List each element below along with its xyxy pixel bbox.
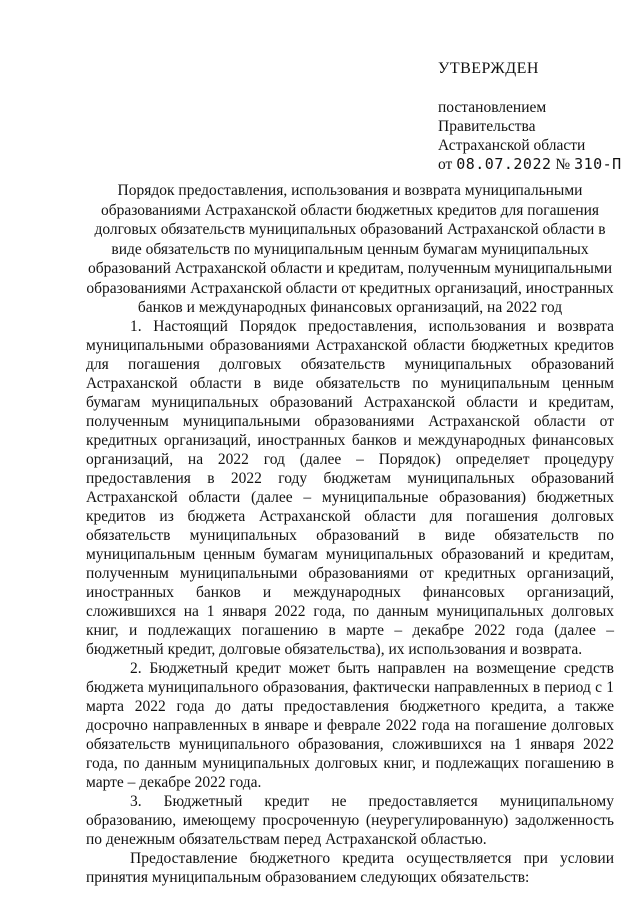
approval-heading: УТВЕРЖДЕН bbox=[438, 60, 539, 77]
approval-block bbox=[438, 60, 638, 174]
paragraph-4: Предоставление бюджетного кредита осуществляется при условии принятия муниципальным образованием следующих обязательств: bbox=[86, 850, 614, 886]
document-title: Порядок предоставления, использования и возврата муниципальными образованиями Астраханской области бюджетных кредитов для погашения долговых обязательств муниципальных образований Астраханской области в виде обязательств по муниципальным ценным бумагам муниципальных образований Астраханской области и кредитам, полученным муниципальными образованиями Астраханской области от кредитных организаций, иностранных банков и международных финансовых организаций, на 2022 год bbox=[86, 182, 614, 316]
approval-date-line bbox=[438, 155, 638, 174]
approval-date: 08.07.2022 bbox=[456, 155, 552, 173]
paragraph-2: 2. Бюджетный кредит может быть направлен на возмещение средств бюджета муниципального образования, фактически направленных в период с 1 марта 2022 года до даты предоставления бюджетного кредита, а также досрочно направленных в январе и феврале 2022 года на погашение долговых обязательств муниципального образования, сложившихся на 1 января 2022 года, по данным муниципальных долговых книг, и подлежащих погашению в марте – декабре 2022 года. bbox=[86, 660, 614, 791]
approval-line-2: Правительства bbox=[438, 118, 536, 135]
number-sign: № bbox=[555, 156, 571, 173]
approval-number: 310-П bbox=[574, 155, 622, 173]
date-prefix: от bbox=[438, 156, 453, 173]
paragraph-1: 1. Настоящий Порядок предоставления, использования и возврата муниципальными образованиями Астраханской области бюджетных кредитов для погашения долговых обязательств муниципальных образований Астраханской области в виде обязательств по муниципальным ценным бумагам муниципальных образований Астраханской области и кредитам, полученным муниципальными образованиями Астраханской области от кредитных организаций, иностранных банков и международных финансовых организаций, на 2022 год (далее – Порядок) определяет процедуру предоставления в 2022 году бюджетам муниципальных образований Астраханской области (далее – муниципальные образования) бюджетных кредитов из бюджета Астраханской области для погашения долговых обязательств муниципальных образований в виде обязательств по муниципальным ценным бумагам муниципальных образований и кредитам, полученным муниципальными образованиями от кредитных организаций, иностранных банков и международных финансовых организаций, сложившихся на 1 января 2022 года, по данным муниципальных долговых книг, и подлежащих погашению в марте – декабре 2022 года (далее – бюджетный кредит, долговые обязательства), их использования и возврата. bbox=[86, 318, 614, 658]
approval-line-1: постановлением bbox=[438, 99, 547, 116]
document-body bbox=[86, 317, 614, 887]
approval-line-3: Астраханской области bbox=[438, 137, 586, 154]
paragraph-3: 3. Бюджетный кредит не предоставляется муниципальному образованию, имеющему просроченную (неурегулированную) задолженность по денежным обязательствам перед Астраханской областью. bbox=[86, 793, 614, 848]
